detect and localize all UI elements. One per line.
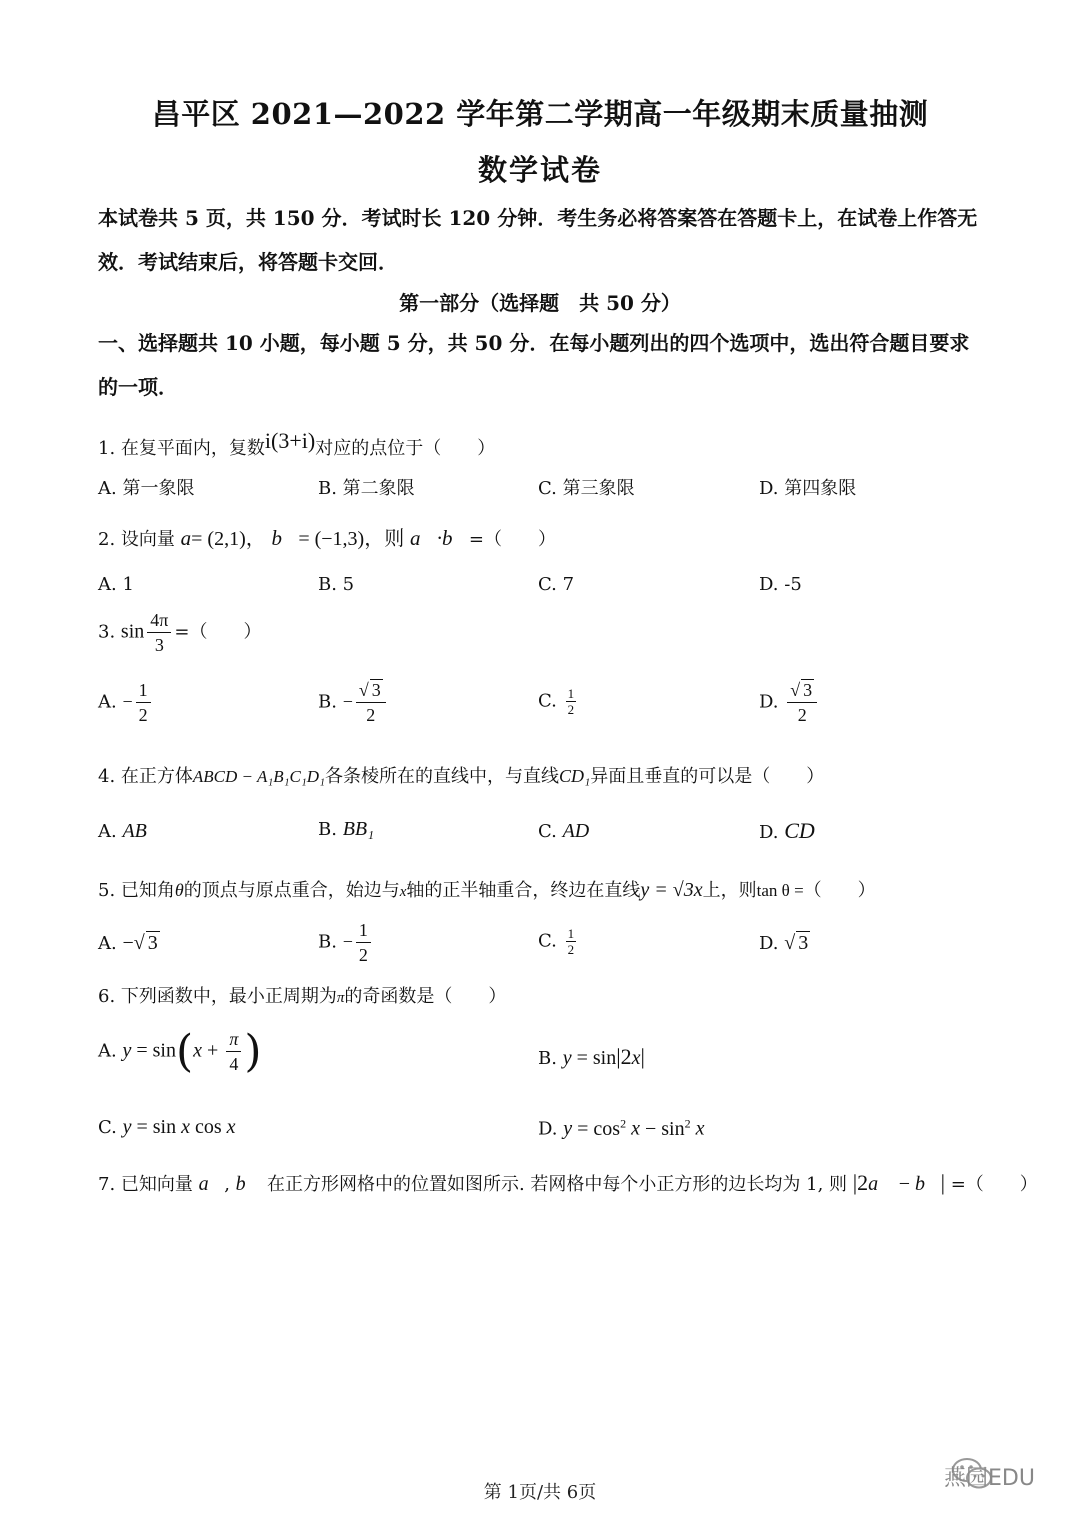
q4-option-b: B. BB₁ xyxy=(318,818,375,840)
q6-option-a: A. y = sin(x + $\frac{\pi}{4}$ ) xyxy=(98,1026,262,1077)
q5-option-d: D. √ 3 xyxy=(759,932,809,954)
q1-expression: i(3+i) xyxy=(264,428,316,453)
q1-option-a: A. 第一象限 xyxy=(98,478,195,499)
q5-option-b: B. − $\frac{1}{2}$ xyxy=(318,918,374,967)
exam-intro: 本试卷共 5 页，共 150 分．考试时长 120 分钟．考生务必将答案答在答题卡上，在试卷上作答无效．考试结束后，将答题卡交回． xyxy=(98,206,978,274)
q3-option-c: C. $\frac{1}{2}$ xyxy=(538,686,575,717)
q2-option-b: B. 5 xyxy=(318,574,355,595)
q6-option-b: B. y = sin|2x| xyxy=(538,1044,645,1069)
q2-option-c: C. 7 xyxy=(538,574,575,595)
exam-subtitle: 数学试卷 xyxy=(477,153,602,187)
q6-option-c: C. y = sin x cos x xyxy=(98,1116,236,1138)
q4-option-a: A. AB xyxy=(98,820,147,842)
page-number: 第 1页/共 6页 xyxy=(483,1482,597,1503)
q1-option-d: D. 第四象限 xyxy=(759,478,857,499)
q3-option-b: B. − $\frac{√ 3}{2}$ xyxy=(318,678,389,727)
q5-option-a: A. −√ 3 xyxy=(98,932,158,954)
section-instruction: 一、选择题共 10 小题，每小题 5 分，共 50 分．在每小题列出的四个选项中，选出符合题目要求的一项． xyxy=(98,331,970,399)
q3-fraction: $\frac{4\pi}{3}$ xyxy=(147,608,171,657)
q1-option-b: B. 第二象限 xyxy=(318,478,415,499)
question-2: 2. 设向量 a= (2,1)， b⃗= (−1,3)，则 a⃗·b⃗=（ ） xyxy=(98,526,556,550)
q2-option-d: D. -5 xyxy=(759,574,802,595)
question-5: 5. 已知角θ的顶点与原点重合，始边与x轴的正半轴重合，终边在直线y = √3x上，则tan θ =（ ） xyxy=(98,879,876,901)
q3-option-a: A. − $\frac{1}{2}$ xyxy=(98,678,154,727)
q6-option-d: D. $y = \cos^2 x - \sin^2 x$ xyxy=(538,1116,705,1140)
question-7: 7. 已知向量 a⃗, b⃗ 在正方形网格中的位置如图所示. 若网格中每个小正方形的边长均为 1, 则 |2a⃗ − b⃗| =（ ） xyxy=(98,1170,1038,1195)
q1-option-c: C. 第三象限 xyxy=(538,478,635,499)
section-heading: 第一部分（选择题 共 50 分） xyxy=(399,291,681,315)
exam-title: 昌平区 2021—2022 学年第二学期高一年级期末质量抽测 xyxy=(151,97,929,131)
question-4: 4. 在正方体ABCD − A₁B₁C₁D₁各条棱所在的直线中，与直线CD₁异面且垂直的可以是（ ） xyxy=(98,766,825,787)
q4-option-c: C. AD xyxy=(538,820,590,842)
question-3: 3. sin $\frac{4\pi}{3}$ =（ ） xyxy=(98,610,262,655)
question-1: 1. 在复平面内，复数i(3+i)对应的点位于（ ） xyxy=(98,428,496,459)
q5-option-c: C. $\frac{1}{2}$ xyxy=(538,926,575,957)
question-6: 6. 下列函数中，最小正周期为π的奇函数是（ ） xyxy=(98,986,507,1007)
q3-option-d: D. $\frac{√ 3}{2}$ xyxy=(759,678,820,727)
q2-option-a: A. 1 xyxy=(98,574,134,595)
q4-option-d: D. CD xyxy=(759,818,815,843)
watermark-text: 燕园EDU xyxy=(944,1466,1035,1491)
